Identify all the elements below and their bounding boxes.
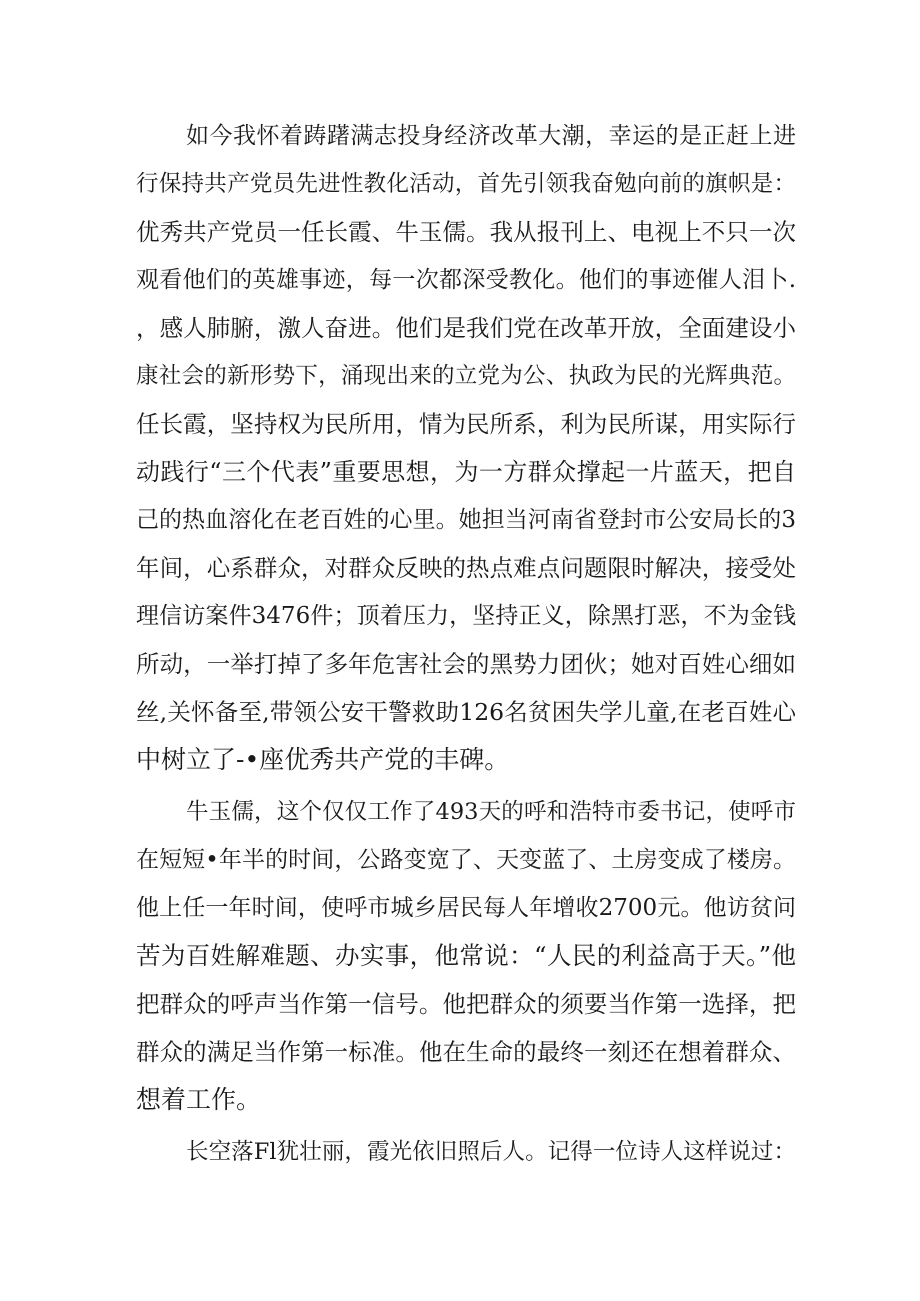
text-line: 如今我怀着踌躇满志投身经济改革大潮，幸运的是正赶上进 [186, 123, 796, 149]
text-line: 优秀共产党员一任长霞、牛玉儒。我从报刊上、电视上不只一次 [136, 218, 796, 246]
text-line: 己的热血溶化在老百姓的心里。她担当河南省登封市公安局长的3 [136, 507, 796, 533]
text-line: 把群众的呼声当作第一信号。他把群众的须要当作第一选择，把 [136, 990, 796, 1018]
text-line: 群众的满足当作第一标准。他在生命的最终一刻还在想着群众、 [136, 1038, 796, 1066]
text-line: 丝,关怀备至,带领公安干警救助126名贫困失学儿童,在老百姓心 [136, 698, 796, 726]
text-line: 行保持共产党员先进性教化活动，首先引领我奋勉向前的旗帜是： [136, 171, 796, 197]
text-line: 所动，一举打掉了多年危害社会的黑势力团伙；她对百姓心细如 [136, 650, 796, 678]
text-line: 观看他们的英雄事迹，每一次都深受教化。他们的事迹催人泪卜. [136, 267, 796, 293]
text-line: ，感人肺腑，激人奋进。他们是我们党在改革开放，全面建设小 [136, 314, 796, 342]
text-line: 动践行“三个代表”重要思想，为一方群众撑起一片蓝天，把自 [136, 458, 796, 486]
text-line: 在短短•年半的时间，公路变宽了、天变蓝了、土房变成了楼房。 [136, 847, 796, 873]
text-line: 长空落Fl犹壮丽，霞光依旧照后人。记得一位诗人这样说过： [186, 1139, 796, 1165]
text-line: 任长霞，坚持权为民所用，情为民所系，利为民所谋，用实际行 [136, 410, 796, 438]
text-line: 苦为百姓解难题、办实事，他常说：“人民的利益高于天。”他 [136, 941, 796, 970]
text-line: 理信访案件3476件；顶着压力，坚持正义，除黑打恶，不为金钱 [136, 603, 796, 629]
text-line: 年间，心系群众，对群众反映的热点难点问题限时解决，接受处 [136, 554, 796, 582]
text-line: 他上任一年时间，使呼市城乡居民每人年增收2700元。他访贫问 [136, 895, 796, 921]
text-line: 牛玉儒，这个仅仅工作了493天的呼和浩特市委书记，使呼市 [186, 799, 796, 825]
text-line: 康社会的新形势下，涌现出来的立党为公、执政为民的光辉典范。 [136, 363, 796, 389]
text-line: 想着工作。 [136, 1085, 262, 1114]
text-line: 中树立了-•座优秀共产党的丰碑。 [136, 745, 510, 774]
